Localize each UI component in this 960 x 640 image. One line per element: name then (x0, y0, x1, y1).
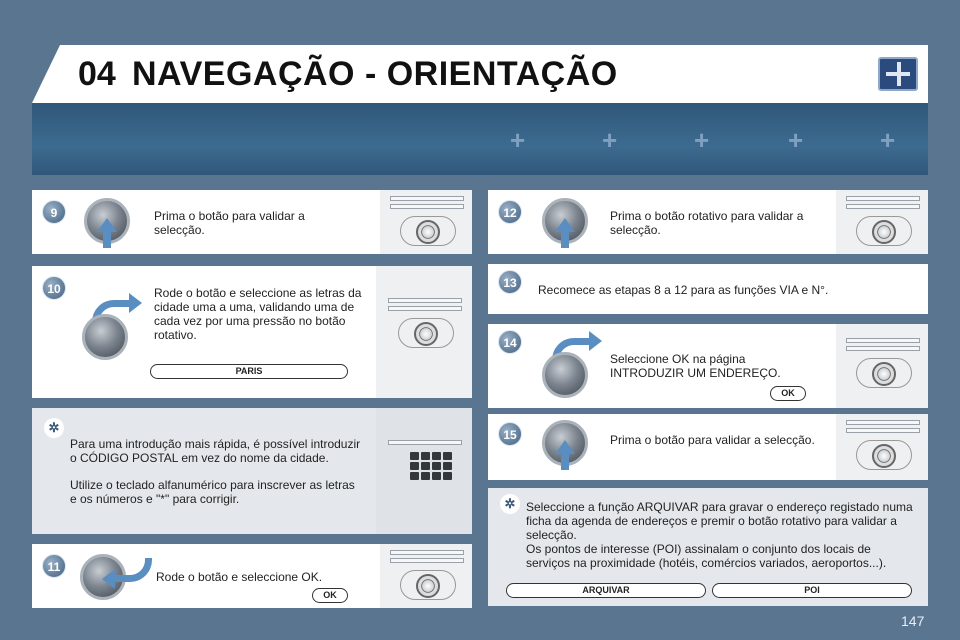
press-arrow-head-icon (555, 440, 575, 454)
radio-panel-icon (842, 418, 924, 474)
step-text: Rode o botão e seleccione OK. (156, 570, 323, 584)
tip-lightbulb-icon: ✲ (500, 494, 520, 514)
device-thumbnail (376, 266, 472, 398)
step-text: Prima o botão para validar a selecção. (154, 209, 305, 237)
rotary-knob-icon (542, 352, 588, 398)
step-badge: 12 (498, 200, 522, 224)
tip-lightbulb-icon: ✲ (44, 418, 64, 438)
ok-button: OK (770, 386, 806, 401)
press-arrow-icon (561, 452, 569, 470)
radio-panel-icon (386, 194, 468, 250)
step-badge: 15 (498, 422, 522, 446)
step-text: Prima o botão para validar a selecção. (610, 433, 815, 447)
device-thumbnail (380, 544, 472, 608)
page-number: 147 (901, 613, 925, 629)
plus-icon: + (694, 125, 710, 155)
section-number: 04 (78, 55, 116, 93)
step-text: Rode o botão e seleccione as letras da cidade uma a uma, validando uma de cada vez por uma pressão no botão rotativo. (154, 286, 362, 342)
radio-panel-icon (842, 336, 924, 392)
tip-text-1: Seleccione a função ARQUIVAR para gravar o endereço registado numa ficha da agenda de endereços e premir o botão rotativo para validar a selecção. (526, 500, 913, 542)
tip-text-2: Os pontos de interesse (POI) assinalam o conjunto dos locais de serviços na proximidade (hotéis, comércios variados, aeroportos...). (526, 542, 887, 570)
step-badge: 14 (498, 330, 522, 354)
page-title: NAVEGAÇÃO - ORIENTAÇÃO (132, 55, 618, 93)
device-thumbnail (380, 190, 472, 254)
step-badge: 13 (498, 270, 522, 294)
device-thumbnail (376, 408, 472, 534)
tip-text-2: Utilize o teclado alfanumérico para inscrever as letras e os números e "*" para corrigir. (70, 478, 355, 506)
press-arrow-icon (103, 230, 111, 248)
step-text: Seleccione OK na página INTRODUZIR UM ENDEREÇO. (610, 352, 781, 380)
press-arrow-icon (561, 230, 569, 248)
ok-button: OK (312, 588, 348, 603)
press-arrow-head-icon (97, 218, 117, 232)
tip-panel (32, 408, 472, 534)
navigation-cross-icon (878, 57, 918, 91)
device-thumbnail (836, 324, 928, 408)
step-text: Prima o botão rotativo para validar a selecção. (610, 209, 804, 237)
radio-panel-icon (384, 296, 466, 352)
press-arrow-head-icon (555, 218, 575, 232)
rotary-knob-icon (82, 314, 128, 360)
step-text: Recomece as etapas 8 a 12 para as funções VIA e N°. (538, 283, 829, 297)
radio-panel-icon (842, 194, 924, 250)
device-thumbnail (836, 190, 928, 254)
tip-text-1: Para uma introdução mais rápida, é possível introduzir o CÓDIGO POSTAL em vez do nome da cidade. (70, 437, 361, 465)
step-badge: 10 (42, 276, 66, 300)
plus-icon: + (602, 125, 618, 155)
keypad-panel-icon (384, 438, 466, 494)
step-badge: 9 (42, 200, 66, 224)
plus-icon: + (880, 125, 896, 155)
plus-icon: + (788, 125, 804, 155)
archive-button: ARQUIVAR (506, 583, 706, 598)
step-badge: 11 (42, 554, 66, 578)
device-thumbnail (836, 414, 928, 480)
city-field: PARIS (150, 364, 348, 379)
radio-panel-icon (386, 548, 468, 604)
plus-icon: + (510, 125, 526, 155)
poi-button: POI (712, 583, 912, 598)
header-banner (32, 103, 928, 175)
